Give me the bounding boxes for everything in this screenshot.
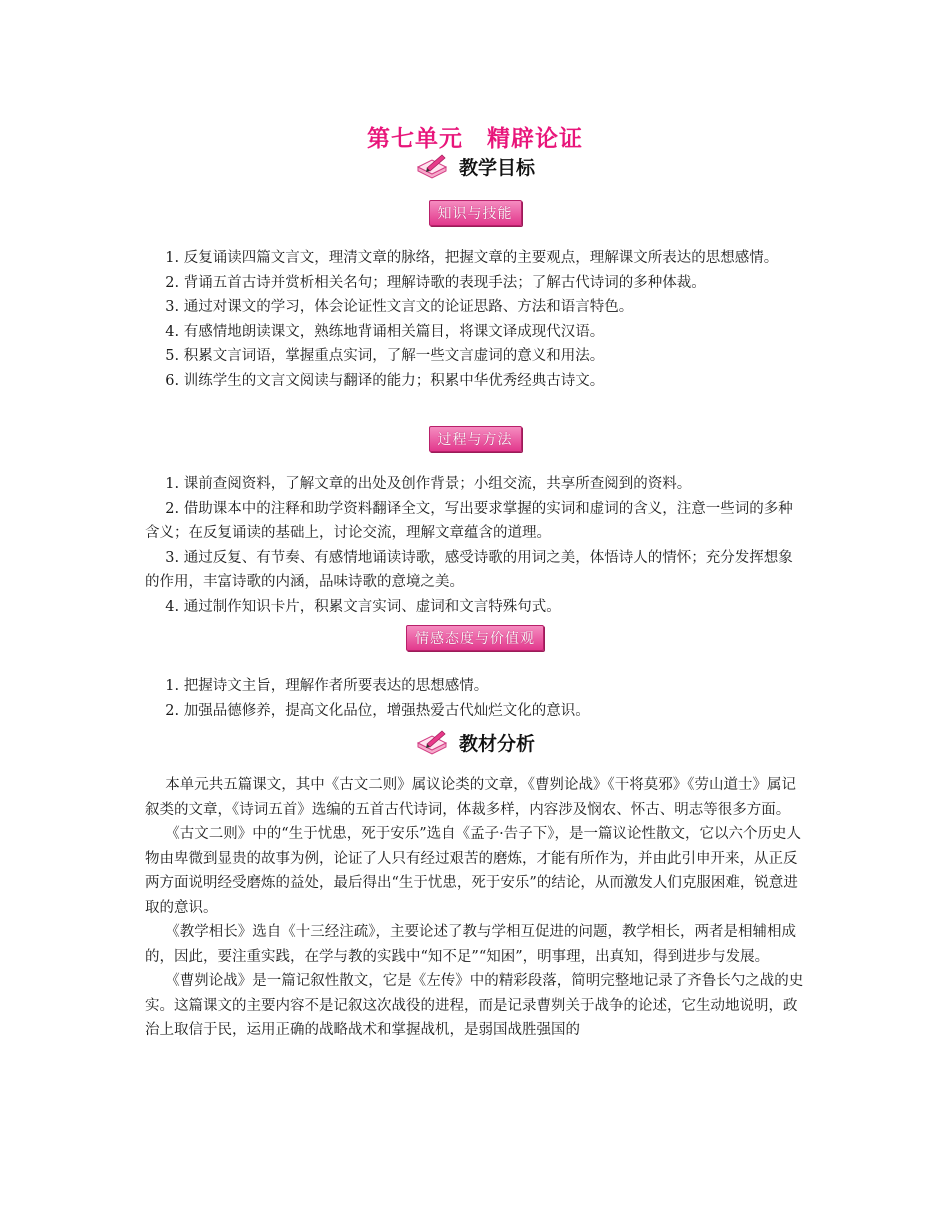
analysis-text <box>145 773 805 1043</box>
paragraph: 《教学相长》选自《十三经注疏》，主要论述了教与学相互促进的问题，教学相长，两者是相辅相成的，因此，要注重实践，在学与教的实践中“知不足”“知困”，明事理，出真知，得到进步与发展。 <box>145 924 797 965</box>
pencil-book-icon <box>415 152 449 180</box>
list-item: 5. 积累文言词语，掌握重点实词，了解一些文言虚词的意义和用法。 <box>165 348 605 364</box>
list-item: 1. 反复诵读四篇文言文，理清文章的脉络，把握文章的主要观点，理解课文所表达的思想感情。 <box>165 250 779 266</box>
list-item: 4. 有感情地朗读课文，熟练地背诵相关篇目，将课文译成现代汉语。 <box>165 323 605 340</box>
list-item: 1. 课前查阅资料，了解文章的出处及创作背景；小组交流，共享所查阅到的资料。 <box>165 476 692 492</box>
list-item: 3. 通过对课文的学习，体会论证性文言文的论证思路、方法和语言特色。 <box>165 299 634 315</box>
list-item: 1. 把握诗文主旨，理解作者所要表达的思想感情。 <box>165 678 489 694</box>
list-item: 2. 加强品德修养，提高文化品位，增强热爱古代灿烂文化的意识。 <box>165 702 590 719</box>
emotion-list <box>145 674 805 723</box>
page-title: 第七单元 精辟论证 <box>367 126 583 152</box>
section-heading-text: 教学目标 <box>458 156 535 179</box>
knowledge-list <box>145 246 805 393</box>
list-item: 6. 训练学生的文言文阅读与翻译的能力；积累中华优秀经典古诗文。 <box>165 372 605 389</box>
section-heading-text: 教材分析 <box>458 732 535 755</box>
list-item: 2. 借助课本中的注释和助学资料翻译全文，写出要求掌握的实词和虚词的含义，注意一些词的多种含义；在反复诵读的基础上，讨论交流，理解文章蕴含的道理。 <box>145 500 793 541</box>
section-heading-analysis <box>0 728 950 756</box>
list-item: 3. 通过反复、有节奏、有感情地诵读诗歌，感受诗歌的用词之美，体悟诗人的情怀；充分发挥想象的作用，丰富诗歌的内涵，品味诗歌的意境之美。 <box>145 549 793 590</box>
badge-knowledge: 知识与技能 <box>429 200 522 226</box>
badge-emotion-wrap <box>0 625 950 651</box>
list-item: 2. 背诵五首古诗并赏析相关名句；理解诗歌的表现手法；了解古代诗词的多种体裁。 <box>165 274 706 291</box>
badge-process-wrap <box>0 426 950 452</box>
paragraph: 《曹刿论战》是一篇记叙性散文，它是《左传》中的精彩段落，简明完整地记录了齐鲁长勺之战的史实。这篇课文的主要内容不是记叙这次战役的进程，而是记录曹刿关于战争的论述，它生动地说明，政治上取信于民，运用正确的战略战术和掌握战机，是弱国战胜强国的 <box>145 973 804 1038</box>
process-list <box>145 472 805 619</box>
badge-emotion: 情感态度与价值观 <box>406 625 544 651</box>
badge-knowledge-wrap <box>0 200 950 226</box>
paragraph: 《古文二则》中的“生于忧患，死于安乐”选自《孟子·告子下》，是一篇议论性散文，它以六个历史人物由卑微到显贵的故事为例，论证了人只有经过艰苦的磨炼，才能有所作为，并由此引申开来，从正反两方面说明经受磨炼的益处，最后得出“生于忧患，死于安乐”的结论，从而激发人们克服困难，锐意进取的意识。 <box>145 826 801 916</box>
section-heading-goals <box>0 152 950 180</box>
badge-process: 过程与方法 <box>429 426 522 452</box>
pencil-book-icon <box>415 728 449 756</box>
paragraph: 本单元共五篇课文，其中《古文二则》属议论类的文章，《曹刿论战》《干将莫邪》《劳山道士》属记叙类的文章，《诗词五首》选编的五首古代诗词，体裁多样，内容涉及悯农、怀古、明志等很多方面。 <box>145 777 797 818</box>
list-item: 4. 通过制作知识卡片，积累文言实词、虚词和文言特殊句式。 <box>165 598 561 615</box>
